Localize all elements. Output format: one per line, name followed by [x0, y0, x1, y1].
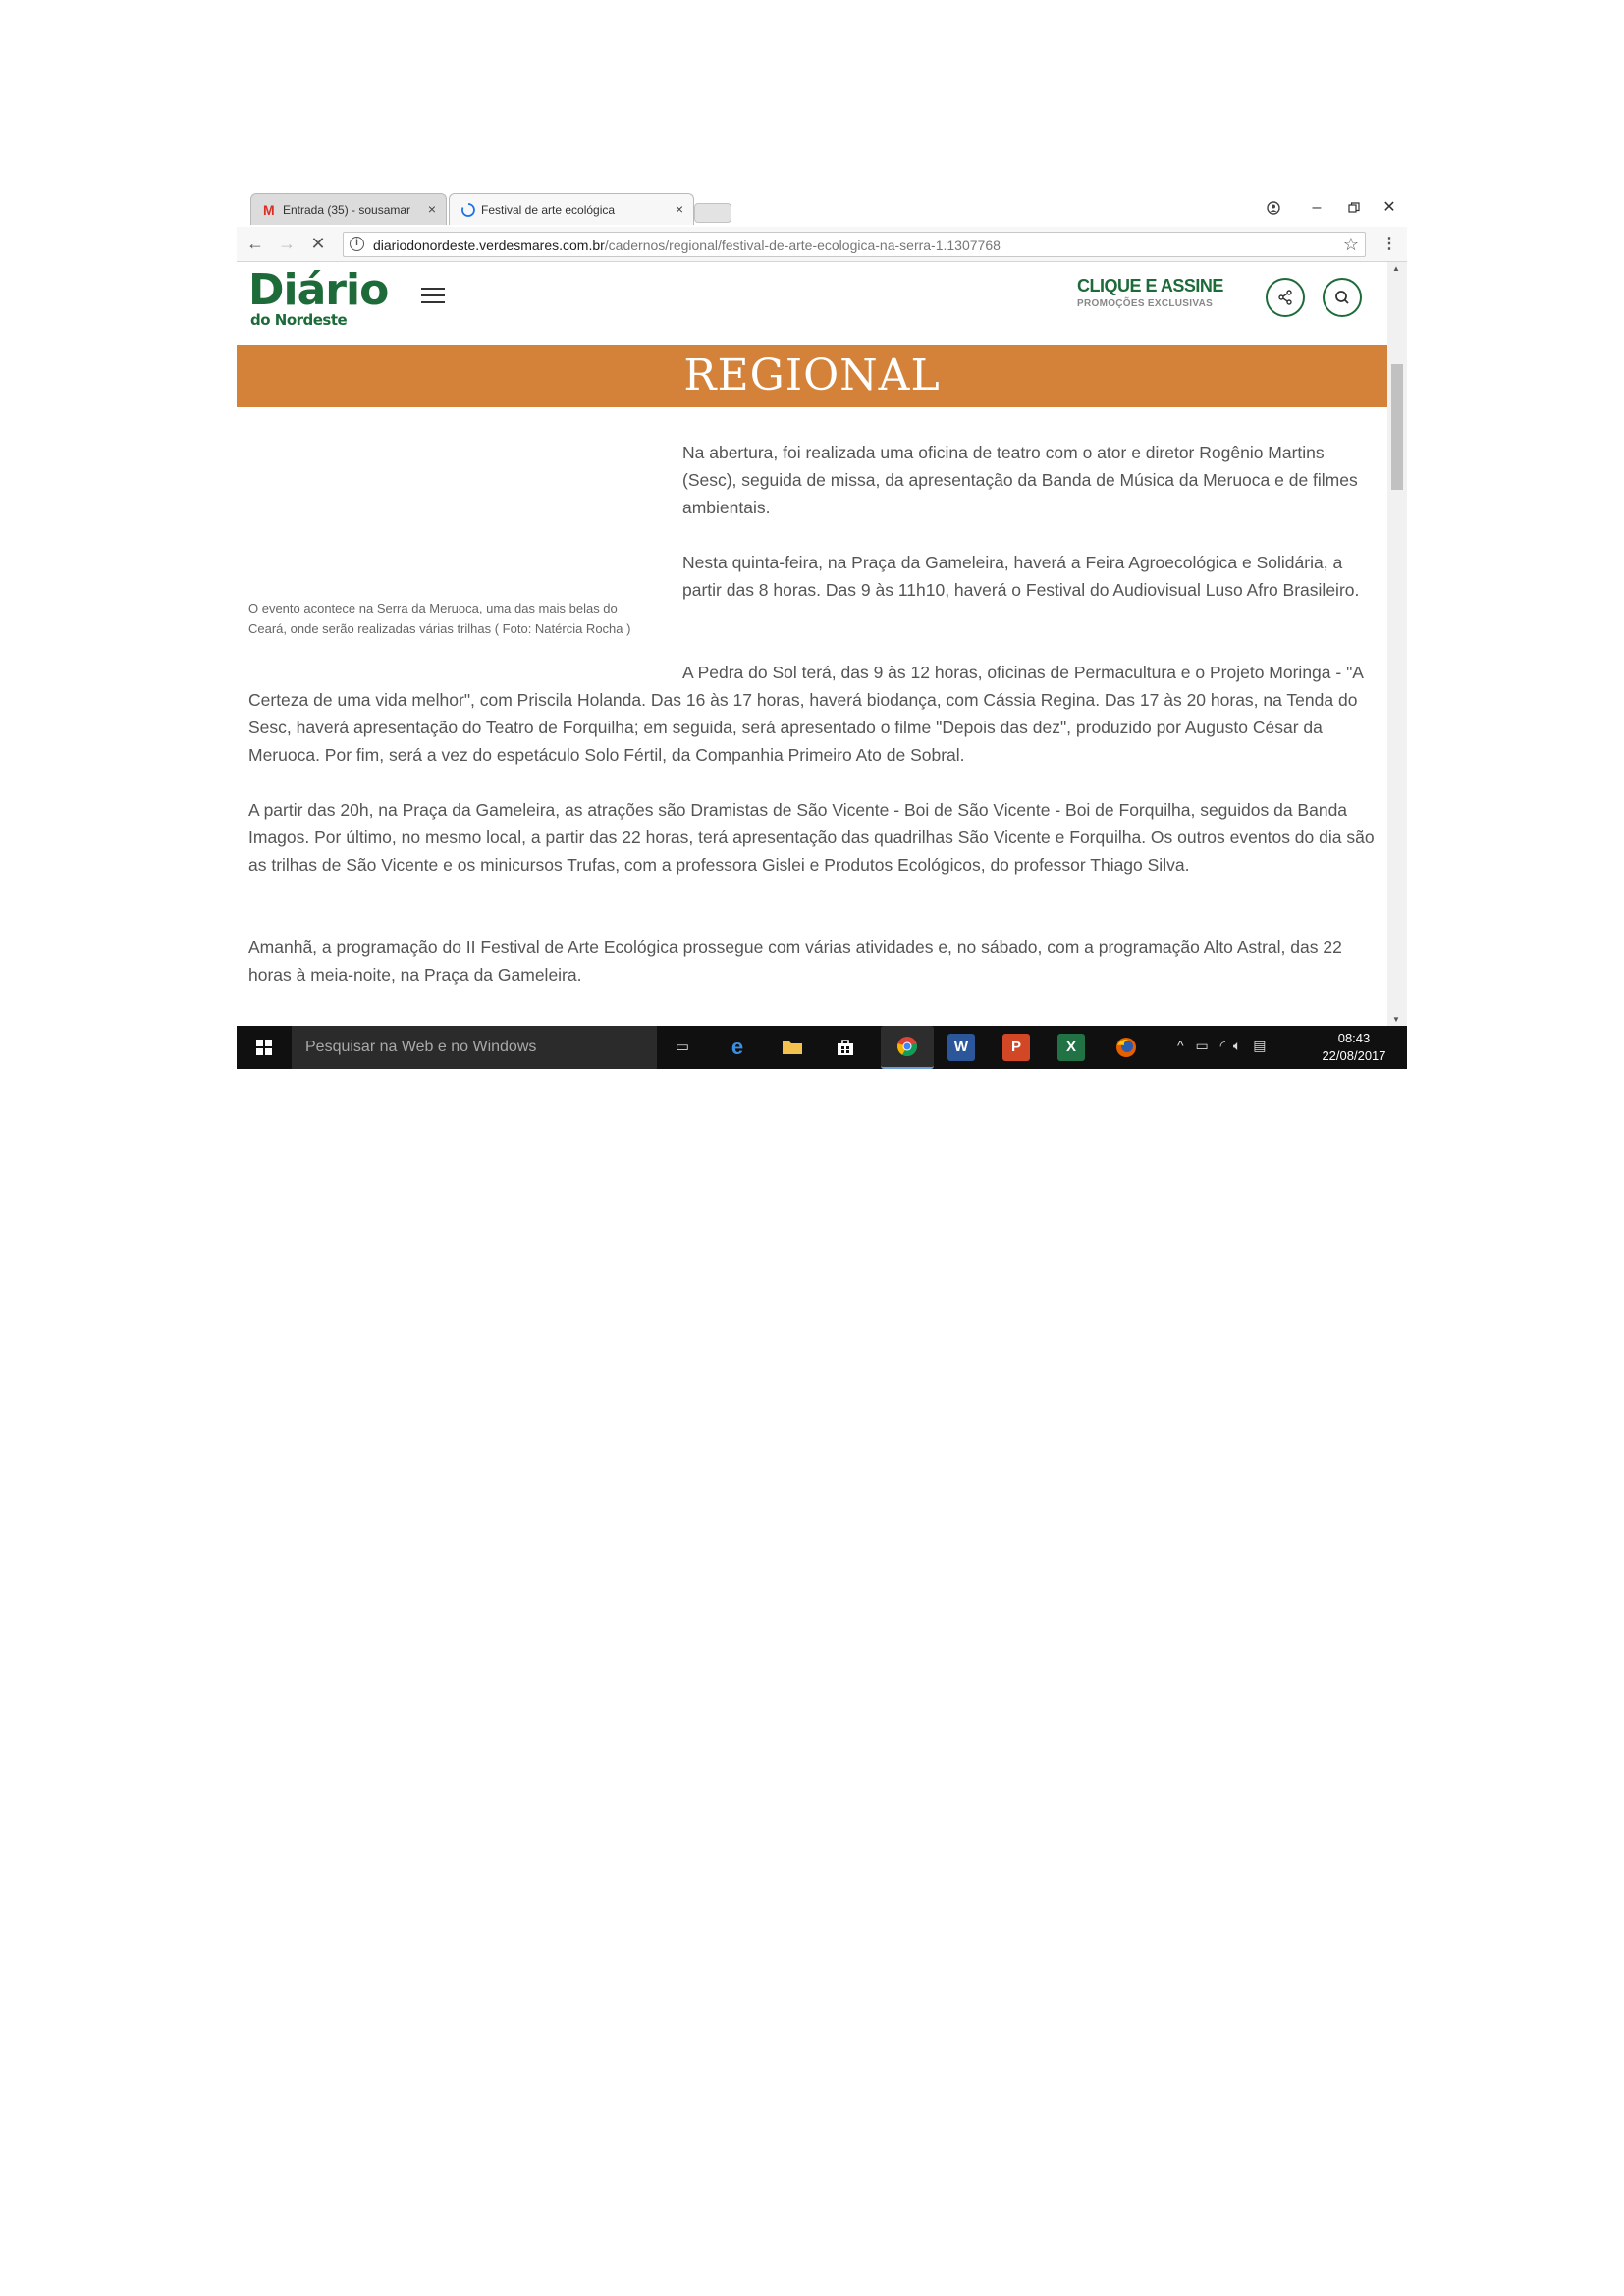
volume-icon[interactable]: 🔈︎ — [1232, 1038, 1242, 1053]
info-icon[interactable]: i — [350, 237, 364, 251]
search-icon[interactable] — [1323, 278, 1362, 317]
store-icon[interactable] — [832, 1034, 859, 1061]
word-icon[interactable]: W — [947, 1034, 975, 1061]
article-paragraph: Amanhã, a programação do II Festival de Arte Ecológica prossegue com várias atividades e, no sábado, com a programação Alto Astral, das 22 horas à meia-noite, na Praça da Gameleira. — [248, 937, 1342, 985]
system-tray — [1177, 1038, 1266, 1054]
section-title: REGIONAL — [683, 350, 941, 400]
chrome-icon[interactable] — [881, 1026, 934, 1069]
start-button[interactable] — [237, 1026, 292, 1069]
article-paragraph: A Pedra do Sol terá, das 9 às 12 horas, oficinas de Permacultura e o Projeto Moringa - "A Certeza de uma vida melhor", com Priscila Holanda. Das 16 às 17 horas, haverá biodança, com Cássia Regina. Das 17 às 20 horas, na Tenda do Sesc, haverá apresentação do Teatro de Forquilha; em seguida, será apresentado o filme "Depois das dez", produzido por Augusto César da Meruoca. Por fim, será a vez do espetáculo Solo Fértil, da Companhia Primeiro Ato de Sobral. — [248, 663, 1363, 765]
loading-icon — [461, 203, 475, 217]
section-banner — [237, 345, 1387, 407]
close-tab-icon[interactable]: × — [427, 201, 436, 217]
tab-strip — [237, 191, 1407, 227]
address-bar[interactable] — [343, 232, 1366, 257]
notifications-icon[interactable]: ▤ — [1253, 1038, 1267, 1053]
browser-toolbar — [237, 227, 1407, 262]
tab-article[interactable] — [449, 193, 694, 225]
scroll-up-icon[interactable]: ▲ — [1392, 264, 1400, 273]
excel-icon[interactable]: X — [1057, 1034, 1085, 1061]
windows-logo-icon — [256, 1040, 272, 1055]
close-window-icon[interactable]: ✕ — [1382, 199, 1396, 216]
restore-icon[interactable] — [1342, 197, 1366, 219]
close-tab-icon[interactable]: × — [675, 201, 683, 217]
tab-label: Festival de arte ecológica — [481, 203, 616, 217]
profile-icon[interactable] — [1262, 197, 1285, 219]
bookmark-star-icon[interactable]: ☆ — [1342, 235, 1359, 254]
file-explorer-icon[interactable] — [779, 1034, 806, 1061]
taskbar-search[interactable]: Pesquisar na Web e no Windows — [292, 1026, 657, 1069]
edge-icon[interactable]: e — [731, 1035, 744, 1059]
scroll-down-icon[interactable]: ▼ — [1392, 1015, 1400, 1024]
taskbar-clock[interactable]: 08:43 22/08/2017 — [1322, 1031, 1386, 1063]
chevron-up-icon[interactable]: ^ — [1177, 1038, 1184, 1053]
wifi-icon[interactable]: ◜ — [1219, 1038, 1226, 1053]
browser-menu-icon[interactable]: ⋮ — [1381, 236, 1397, 252]
photo-caption: O evento acontece na Serra da Meruoca, uma das mais belas do Ceará, onde serão realizadas várias trilhas ( Foto: Natércia Rocha ) — [248, 601, 631, 636]
back-icon[interactable]: ← — [246, 234, 264, 253]
stop-icon[interactable]: ✕ — [310, 234, 326, 253]
article-paragraph: Na abertura, foi realizada uma oficina de teatro com o ator e diretor Rogênio Martins (Sesc), seguida de missa, da apresentação da Banda de Música da Meruoca e de filmes ambientais. — [682, 443, 1358, 517]
scrollbar-thumb[interactable] — [1391, 364, 1403, 490]
forward-icon[interactable]: → — [278, 234, 296, 253]
screenshot — [237, 191, 1407, 1069]
hamburger-menu-icon[interactable] — [421, 288, 445, 307]
subscribe-promo[interactable]: CLIQUE E ASSINE PROMOÇÕES EXCLUSIVAS — [1077, 276, 1223, 309]
share-icon[interactable] — [1266, 278, 1305, 317]
site-header — [237, 262, 1387, 345]
site-logo[interactable]: Diário do Nordeste — [248, 265, 389, 329]
gmail-icon: M — [263, 202, 275, 218]
page-scrollbar[interactable] — [1387, 262, 1407, 1026]
url-text: diariodonordeste.verdesmares.com.br/cadernos/regional/festival-de-arte-ecologica-na-serra-1.1307768 — [373, 238, 1001, 253]
web-page — [237, 262, 1387, 1026]
tab-label: Entrada (35) - sousamar — [283, 203, 410, 217]
task-view-icon[interactable]: ▭ — [675, 1039, 690, 1055]
article-paragraph: A partir das 20h, na Praça da Gameleira, as atrações são Dramistas de São Vicente - Boi de São Vicente - Boi de Forquilha, seguidos da Banda Imagos. Por último, no mesmo local, a partir das 22 horas, terá apresentação das quadrilhas São Vicente e Forquilha. Os outros eventos do dia são as trilhas de São Vicente e os minicursos Trufas, com a professora Gislei e Produtos Ecológicos, do professor Thiago Silva. — [248, 800, 1375, 875]
article-paragraph: Nesta quinta-feira, na Praça da Gameleira, haverá a Feira Agroecológica e Solidária, a partir das 8 horas. Das 9 às 11h10, haverá o Festival do Audiovisual Luso Afro Brasileiro. — [682, 553, 1360, 600]
minimize-icon[interactable]: – — [1312, 199, 1322, 216]
battery-icon[interactable]: ▭ — [1195, 1038, 1209, 1053]
firefox-icon[interactable] — [1112, 1034, 1140, 1061]
tab-gmail[interactable] — [250, 193, 447, 225]
new-tab-button[interactable] — [694, 203, 731, 223]
windows-taskbar — [237, 1026, 1407, 1069]
powerpoint-icon[interactable]: P — [1002, 1034, 1030, 1061]
